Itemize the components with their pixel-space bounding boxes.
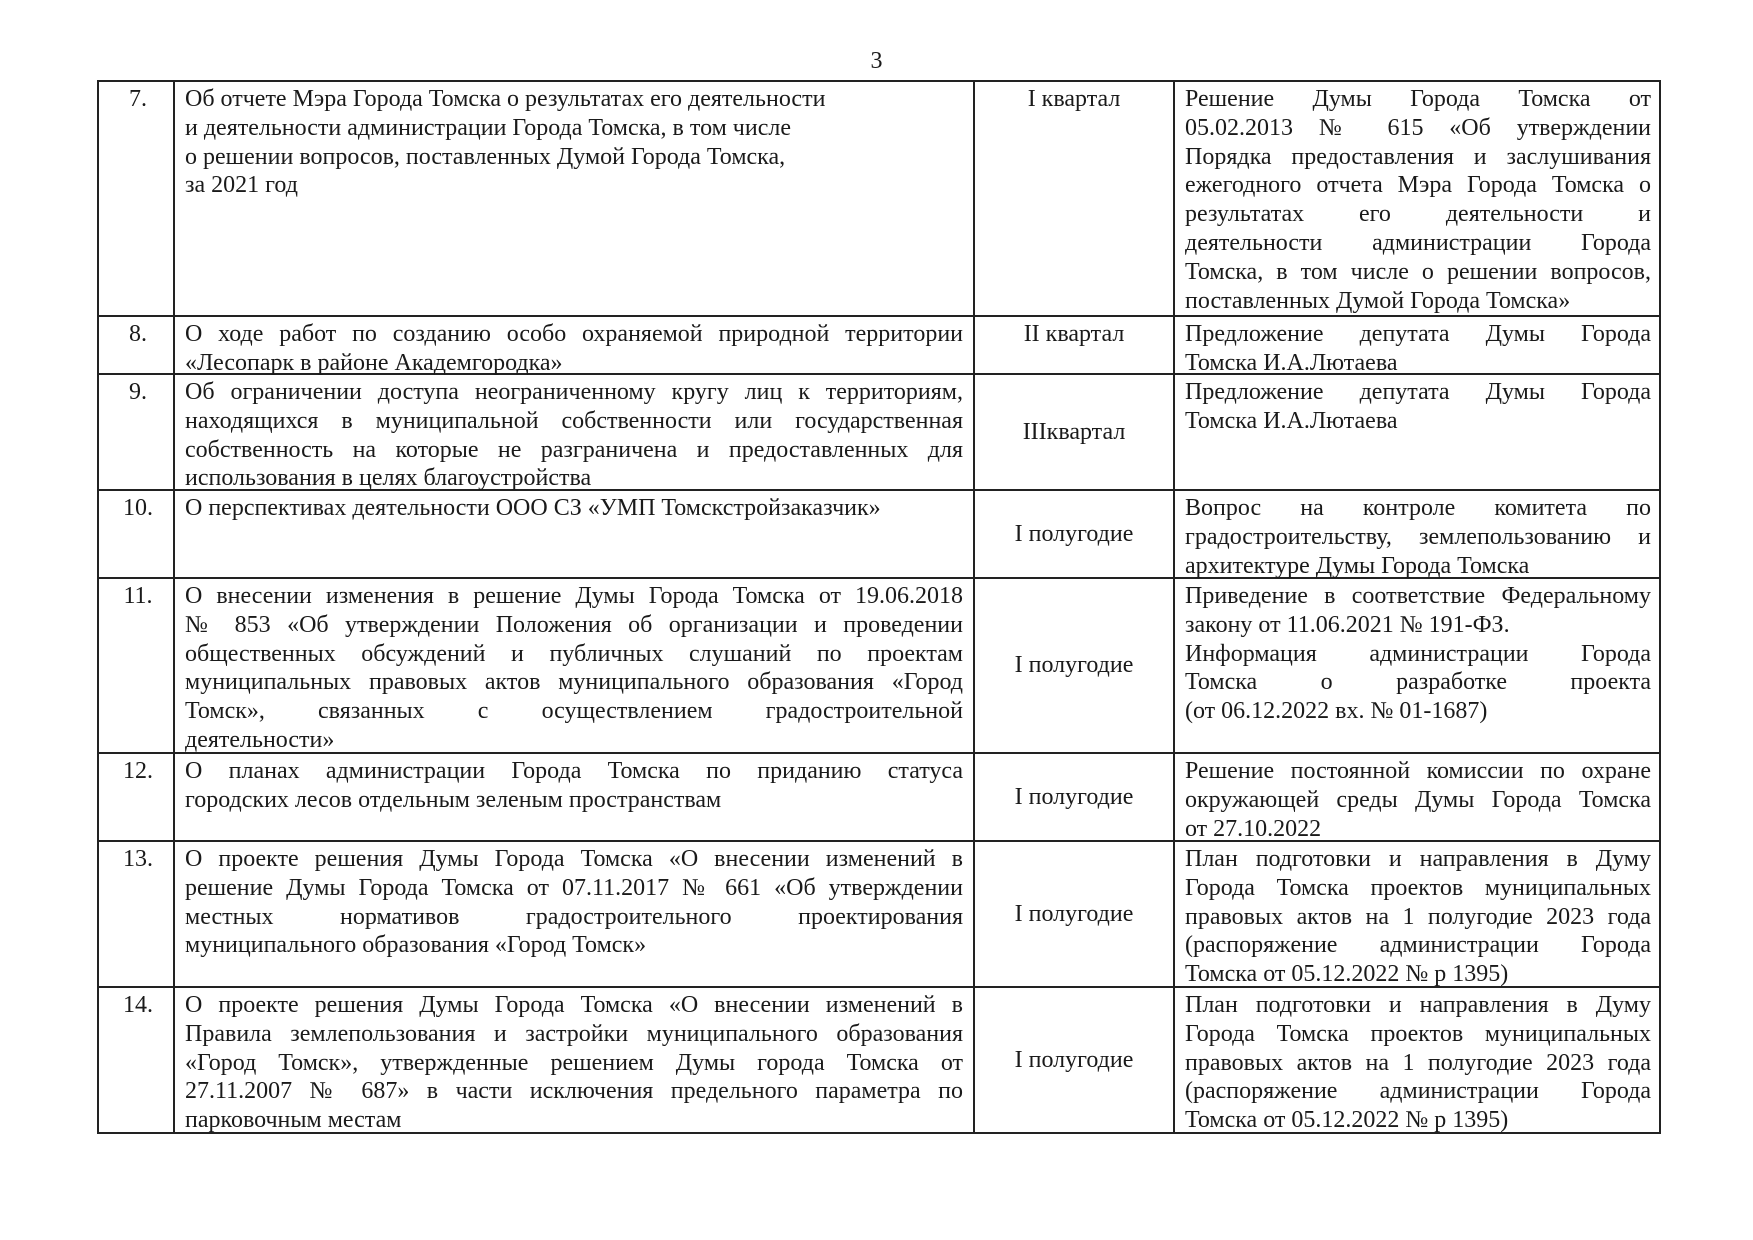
table-row xyxy=(97,317,1661,375)
period-text: I полугодие xyxy=(1014,652,1134,679)
item-number: 10. xyxy=(123,495,153,521)
item-number: 9. xyxy=(129,379,147,405)
topic-cell xyxy=(173,317,973,376)
basis-cell xyxy=(1173,754,1661,840)
basis-line: План подготовки и направления в Думу xyxy=(1185,846,1651,872)
topic-cell xyxy=(173,842,973,986)
period-text: I квартал xyxy=(1027,86,1121,112)
basis-line: Томска от 05.12.2022 № р 1395) xyxy=(1185,1107,1509,1134)
topic-line: решение Думы Города Томска от 07.11.2017 № 661 «Об утверждении xyxy=(185,874,963,901)
topic-cell xyxy=(173,82,973,315)
topic-line: О внесении изменения в решение Думы Города Томска от 19.06.2018 xyxy=(185,583,963,609)
topic-cell xyxy=(173,579,973,752)
topic-line: общественных обсуждений и публичных слушаний по проектам xyxy=(185,640,963,667)
basis-line: Томска И.А.Лютаева xyxy=(1185,349,1398,376)
basis-line: Томска о разработке проекта xyxy=(1185,669,1651,696)
basis-line: Города Томска проектов муниципальных xyxy=(1185,874,1651,901)
period-text: I полугодие xyxy=(1014,900,1134,927)
basis-line: Вопрос на контроле комитета по xyxy=(1185,495,1651,521)
basis-line: Томска, в том числе о решении вопросов, xyxy=(1185,258,1651,285)
topic-line: О планах администрации Города Томска по приданию статуса xyxy=(185,758,963,784)
topic-line: 27.11.2007 № 687» в части исключения предельного параметра по xyxy=(185,1078,963,1105)
basis-line: Предложение депутата Думы Города xyxy=(1185,321,1651,347)
basis-line: Информация администрации Города xyxy=(1185,640,1651,667)
topic-line: «Лесопарк в районе Академгородка» xyxy=(185,349,563,376)
topic-line: О перспективах деятельности ООО СЗ «УМП Томскстройзаказчик» xyxy=(185,495,881,521)
topic-line: «Город Томск», утвержденные решением Думы города Томска от xyxy=(185,1049,963,1076)
topic-line: О ходе работ по созданию особо охраняемой природной территории xyxy=(185,321,963,347)
item-number: 7. xyxy=(129,86,147,112)
basis-line: градостроительству, землепользованию и xyxy=(1185,523,1651,550)
basis-cell xyxy=(1173,579,1661,752)
item-number: 13. xyxy=(123,846,153,872)
topic-line: Об ограничении доступа неограниченному кругу лиц к территориям, xyxy=(185,379,963,405)
topic-line: Правила землепользования и застройки муниципального образования xyxy=(185,1020,963,1047)
period-text: IIIквартал xyxy=(1022,418,1126,445)
topic-line: за 2021 год xyxy=(185,172,298,199)
basis-line: 05.02.2013 № 615 «Об утверждении xyxy=(1185,114,1651,141)
basis-line: Томска от 05.12.2022 № р 1395) xyxy=(1185,961,1509,988)
basis-line: деятельности администрации Города xyxy=(1185,229,1651,256)
period-cell xyxy=(973,842,1173,986)
basis-line: Города Томска проектов муниципальных xyxy=(1185,1020,1651,1047)
item-number: 14. xyxy=(123,992,153,1018)
basis-line: Приведение в соответствие Федеральному xyxy=(1185,583,1651,609)
period-text: I полугодие xyxy=(1014,783,1134,810)
topic-line: муниципальных правовых актов муниципального образования «Город xyxy=(185,669,963,696)
item-number: 8. xyxy=(129,321,147,347)
basis-cell xyxy=(1173,842,1661,986)
table-row xyxy=(97,842,1661,988)
topic-line: о решении вопросов, поставленных Думой Города Томска, xyxy=(185,143,786,170)
table-row xyxy=(97,491,1661,579)
basis-line: от 27.10.2022 xyxy=(1185,815,1322,842)
basis-line: План подготовки и направления в Думу xyxy=(1185,992,1651,1018)
page-number: 3 xyxy=(870,48,883,74)
basis-line: Томска И.А.Лютаева xyxy=(1185,407,1398,434)
basis-line: Решение Думы Города Томска от xyxy=(1185,86,1651,112)
period-text: I полугодие xyxy=(1014,520,1134,547)
basis-line: поставленных Думой Города Томска» xyxy=(1185,287,1571,314)
topic-cell xyxy=(173,375,973,492)
basis-cell xyxy=(1173,82,1661,315)
topic-line: городских лесов отдельным зеленым пространствам xyxy=(185,786,722,813)
basis-cell xyxy=(1173,988,1661,1132)
period-text: I полугодие xyxy=(1014,1046,1134,1073)
item-number: 11. xyxy=(123,583,153,609)
period-cell xyxy=(973,579,1173,752)
basis-line: (распоряжение администрации Города xyxy=(1185,932,1651,959)
topic-line: Томск», связанных с осуществлением градостроительной xyxy=(185,698,963,725)
plan-table xyxy=(97,80,1661,1134)
table-row xyxy=(97,82,1661,317)
period-cell xyxy=(973,82,1173,315)
topic-line: № 853 «Об утверждении Положения об организации и проведении xyxy=(185,611,963,638)
basis-line: правовых актов на 1 полугодие 2023 года xyxy=(1185,1049,1651,1076)
basis-line: Предложение депутата Думы Города xyxy=(1185,379,1651,405)
basis-line: (распоряжение администрации Города xyxy=(1185,1078,1651,1105)
basis-line: (от 06.12.2022 вх. № 01-1687) xyxy=(1185,698,1488,725)
period-cell xyxy=(973,988,1173,1132)
topic-line: использования в целях благоустройства xyxy=(185,465,592,492)
topic-cell xyxy=(173,988,973,1132)
table-row xyxy=(97,754,1661,842)
table-row xyxy=(97,579,1661,754)
topic-line: О проекте решения Думы Города Томска «О внесении изменений в xyxy=(185,846,963,872)
basis-line: архитектуре Думы Города Томска xyxy=(1185,552,1530,579)
topic-line: собственность на которые не разграничена и предоставленных для xyxy=(185,436,963,463)
topic-line: муниципального образования «Город Томск» xyxy=(185,932,647,959)
period-cell xyxy=(973,317,1173,373)
basis-cell xyxy=(1173,375,1661,489)
period-cell xyxy=(973,491,1173,577)
topic-line: и деятельности администрации Города Томска, в том числе xyxy=(185,114,791,141)
topic-line: местных нормативов градостроительного проектирования xyxy=(185,903,963,930)
basis-cell xyxy=(1173,491,1661,577)
table-row xyxy=(97,988,1661,1134)
period-cell xyxy=(973,754,1173,840)
period-cell xyxy=(973,375,1173,489)
basis-cell xyxy=(1173,317,1661,376)
basis-line: правовых актов на 1 полугодие 2023 года xyxy=(1185,903,1651,930)
basis-line: закону от 11.06.2021 № 191-ФЗ. xyxy=(1185,611,1510,638)
topic-cell xyxy=(173,491,973,577)
basis-line: Порядка предоставления и заслушивания xyxy=(1185,143,1651,170)
basis-line: окружающей среды Думы Города Томска xyxy=(1185,786,1651,813)
topic-line: находящихся в муниципальной собственности или государственная xyxy=(185,407,963,434)
period-text: II квартал xyxy=(1023,321,1125,347)
table-row xyxy=(97,375,1661,491)
topic-line: Об отчете Мэра Города Томска о результатах его деятельности xyxy=(185,86,826,112)
basis-line: Решение постоянной комиссии по охране xyxy=(1185,758,1651,784)
basis-line: ежегодного отчета Мэра Города Томска о xyxy=(1185,172,1651,199)
topic-line: О проекте решения Думы Города Томска «О внесении изменений в xyxy=(185,992,963,1018)
topic-line: деятельности» xyxy=(185,726,335,753)
item-number: 12. xyxy=(123,758,153,784)
topic-line: парковочным местам xyxy=(185,1107,402,1134)
basis-line: результатах его деятельности и xyxy=(1185,201,1651,228)
topic-cell xyxy=(173,754,973,840)
